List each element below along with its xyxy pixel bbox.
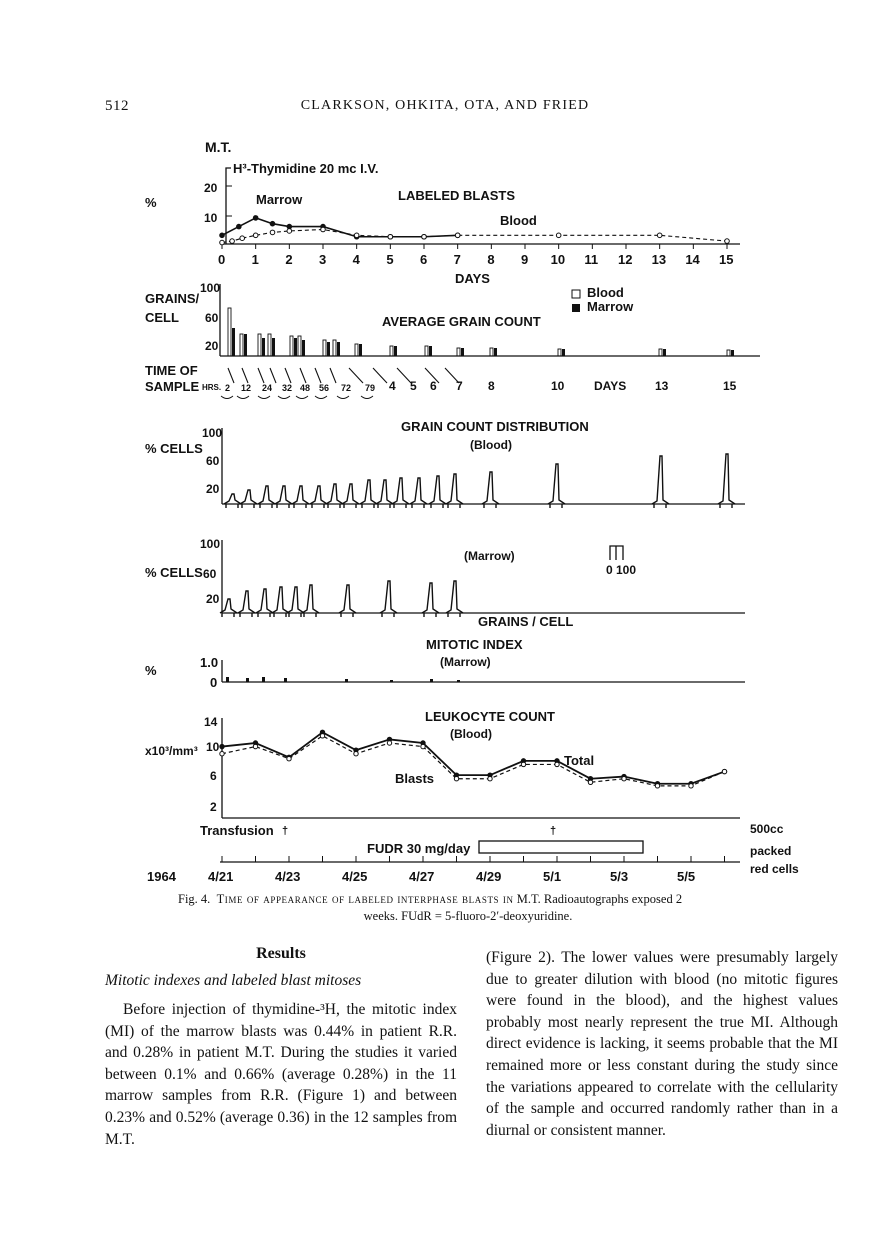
lc-ytick-10: 10 [206, 740, 220, 754]
day-label-4: 4 [389, 379, 396, 393]
mitotic-index-title: MITOTIC INDEX [426, 637, 523, 652]
lb-xtick-2: 2 [285, 252, 293, 267]
distribution-peak [240, 490, 257, 508]
date-label-5-3: 5/3 [610, 869, 629, 884]
lb-xtick-6: 6 [420, 252, 428, 267]
distribution-peak [380, 581, 397, 617]
gdb-ytick-60: 60 [206, 454, 220, 468]
grain-bar-blood [659, 349, 662, 356]
lb-series-blood [222, 230, 727, 243]
lb-xtick-11: 11 [584, 252, 599, 267]
note-packed: packed [750, 844, 792, 858]
grain-bar-marrow [359, 344, 362, 356]
grain-dist-marrow-subtitle: (Marrow) [464, 549, 515, 563]
grain-bar-blood [323, 340, 326, 356]
leukocyte-point-blasts [387, 741, 391, 745]
date-label-5-1: 5/1 [543, 869, 562, 884]
grain-bar-marrow [494, 348, 497, 356]
grain-bar-marrow [262, 338, 265, 356]
lb-point-marrow [220, 233, 225, 238]
date-label-4-29: 4/29 [476, 869, 502, 884]
mitotic-index-marks [226, 677, 460, 682]
blood-series-label: Blood [500, 213, 537, 228]
leukocyte-subtitle: (Blood) [450, 727, 492, 741]
svg-text:†: † [550, 825, 557, 837]
lb-xtick-3: 3 [319, 252, 327, 267]
lb-point-blood [321, 227, 326, 232]
grain-bar-blood [727, 350, 730, 356]
mi-ytick-0: 0 [210, 675, 218, 690]
distribution-peak [339, 585, 356, 617]
lb-point-blood [230, 239, 235, 244]
gdm-ytick-20: 20 [206, 592, 220, 606]
note-500cc: 500cc [750, 822, 784, 836]
lb-point-blood [220, 240, 225, 245]
caption-line-2: weeks. FUdR = 5-fluoro-2′-deoxyuridine. [363, 909, 573, 923]
grains-label-2: CELL [145, 310, 179, 325]
hour-label-56: 56 [319, 383, 330, 393]
mitotic-index-bar [457, 680, 460, 682]
sample-mark [300, 368, 306, 383]
mitotic-index-bar [226, 677, 229, 682]
sample-mark [228, 368, 234, 383]
mitotic-index-bar [262, 677, 265, 682]
lb-xtick-10: 10 [550, 252, 566, 267]
leukocyte-point-blasts [488, 777, 492, 781]
lb-xtick-12: 12 [618, 252, 633, 267]
gc-ytick-20: 20 [205, 339, 219, 353]
distribution-peak [224, 494, 241, 508]
legend-blood-swatch [572, 290, 580, 298]
svg-text:†: † [282, 825, 289, 837]
distribution-peak [258, 486, 275, 508]
lb-xtick-8: 8 [487, 252, 495, 267]
gc-ytick-100: 100 [200, 281, 221, 295]
leukocyte-point-blasts [622, 777, 626, 781]
distribution-peak [302, 585, 319, 617]
marrow-series-label: Marrow [256, 192, 303, 207]
leukocyte-point-blasts [521, 762, 525, 766]
grain-dist-title: GRAIN COUNT DISTRIBUTION [401, 419, 589, 434]
distribution-peak [422, 583, 439, 617]
lb-point-blood [253, 233, 258, 238]
caption-rest: M.T. Radioautographs exposed 2 [513, 892, 683, 906]
lb-point-marrow [253, 216, 258, 221]
gdb-ytick-100: 100 [202, 426, 223, 440]
leukocyte-point-blasts [454, 777, 458, 781]
sample-mark [242, 368, 248, 383]
gc-ytick-60: 60 [205, 311, 219, 325]
legend-marrow-swatch [572, 304, 580, 312]
grains-label-1: GRAINS/ [145, 291, 200, 306]
distribution-peak [429, 476, 446, 508]
legend-marrow: Marrow [587, 299, 634, 314]
mitotic-index-bar [246, 678, 249, 682]
lb-point-blood [270, 230, 275, 235]
sample-mark [349, 368, 363, 383]
hour-label-24: 24 [262, 383, 273, 393]
year-label: 1964 [147, 869, 176, 884]
lb-x-ticks [218, 244, 733, 267]
marrow-pct-cells: % CELLS [145, 565, 203, 580]
lb-point-blood [240, 236, 245, 241]
distribution-peak [446, 581, 463, 617]
distribution-peak [652, 456, 669, 508]
left-paragraph: Before injection of thymidine-³H, the mitotic index (MI) of the marrow blasts was 0.44% in patient R.R. and 0.28% in patient M.T. During the studies it varied between 0.1% and 0.66% (average 0.28%) in the 11 marrow samples from R.R. (Figure 1) and between 0.23% and 0.52% (average 0.36) in the 12 samples from M.T. [105, 1001, 457, 1148]
grain-bar-blood [490, 348, 493, 356]
date-label-4-21: 4/21 [208, 869, 234, 884]
grain-bar-marrow [731, 350, 734, 356]
sample-mark [373, 368, 387, 383]
grain-bar-marrow [562, 349, 565, 356]
figure-caption [178, 891, 798, 925]
mitotic-index-bar [430, 679, 433, 682]
page-number: 512 [105, 98, 129, 114]
day-label-7: 7 [456, 379, 463, 393]
distribution-peak [292, 486, 309, 508]
day-label-5: 5 [410, 379, 417, 393]
lb-point-marrow [237, 224, 242, 229]
mi-ytick-1: 1.0 [200, 655, 219, 670]
days-label: DAYS [455, 271, 490, 286]
right-paragraph: (Figure 2). The lower values were presumably largely due to greater dilution with blood (no mitotic figures were found in the blood), and the highest values probably most nearly represent the true MI. Although direct evidence is lacking, it seems probable that the MI remained more or less constant during the study since the variations appeared to correlate with the cellularity of the sample and occurred randomly rather than in a diurnal or consistent manner. [486, 949, 838, 1139]
leukocyte-unit: x10³/mm³ [145, 744, 198, 758]
grain-bar-marrow [337, 342, 340, 356]
grain-bar-blood [425, 346, 428, 356]
mitotic-index-bar [345, 679, 348, 682]
caption-lead: Fig. 4. [178, 892, 211, 906]
lb-xtick-7: 7 [453, 252, 461, 267]
time-of-sample-marks [221, 368, 737, 399]
grain-bar-marrow [327, 342, 330, 356]
leukocyte-series-blasts [222, 736, 725, 786]
grain-bar-blood [258, 334, 261, 356]
fudr-bar [479, 841, 643, 853]
hour-label-2: 2 [225, 383, 231, 393]
lb-point-marrow [270, 221, 275, 226]
sample-mark [330, 368, 336, 383]
lb-point-blood [657, 233, 662, 238]
date-label-4-23: 4/23 [275, 869, 301, 884]
fudr-label: FUDR 30 mg/day [367, 841, 471, 856]
hour-label-48: 48 [300, 383, 311, 393]
mi-unit: % [145, 663, 157, 678]
lc-ytick-14: 14 [204, 715, 218, 729]
grain-bar-marrow [294, 338, 297, 356]
leukocyte-point-blasts [655, 784, 659, 788]
grain-bar-blood [558, 349, 561, 356]
distribution-peak [718, 454, 735, 508]
scale-key-icon [610, 546, 623, 560]
lb-point-blood [455, 233, 460, 238]
running-title: CLARKSON, OHKITA, OTA, AND FRIED [300, 98, 590, 113]
date-label-4-25: 4/25 [342, 869, 368, 884]
lb-xtick-5: 5 [386, 252, 394, 267]
lb-xtick-15: 15 [719, 252, 734, 267]
distribution-peak [275, 486, 292, 508]
lb-ytick-10: 10 [204, 211, 218, 225]
distribution-peak [482, 472, 499, 508]
grain-bar-blood [298, 336, 301, 356]
lb-ytick-20: 20 [204, 181, 218, 195]
day-label-8: 8 [488, 379, 495, 393]
lb-point-blood [422, 234, 427, 239]
legend-blood: Blood [587, 285, 624, 300]
hour-label-72: 72 [341, 383, 352, 393]
grain-bar-blood [390, 346, 393, 356]
leukocyte-point-total [220, 744, 224, 748]
transfusion-label: Transfusion [200, 823, 274, 838]
date-label-5-5: 5/5 [677, 869, 696, 884]
blood-pct-cells: % CELLS [145, 441, 203, 456]
grain-bar-marrow [429, 346, 432, 356]
lb-point-blood [388, 234, 393, 239]
date-label-4-27: 4/27 [409, 869, 435, 884]
mitotic-index-subtitle: (Marrow) [440, 655, 491, 669]
gdm-ytick-60: 60 [203, 567, 217, 581]
right-column [486, 947, 838, 1141]
hour-label-12: 12 [241, 383, 252, 393]
patient-label: M.T. [205, 139, 232, 155]
lb-point-blood [556, 233, 561, 238]
leukocyte-point-blasts [287, 757, 291, 761]
lb-xtick-4: 4 [352, 252, 360, 267]
grain-bar-marrow [302, 340, 305, 356]
sample-mark [315, 368, 321, 383]
caption-smallcaps: Time of appearance of labeled interphase blasts in [216, 892, 514, 906]
leukocyte-point-blasts [588, 780, 592, 784]
grain-bar-marrow [663, 349, 666, 356]
grain-bar-blood [457, 348, 460, 356]
grain-bar-blood [290, 336, 293, 356]
sample-mark [397, 368, 411, 383]
labeled-blasts-unit: % [145, 195, 157, 210]
grain-bar-marrow [244, 334, 247, 356]
sample-mark [270, 368, 276, 383]
grain-dist-blood-subtitle: (Blood) [470, 438, 512, 452]
hrs-label: HRS. [202, 383, 222, 392]
leukocyte-point-blasts [320, 734, 324, 738]
hour-label-32: 32 [282, 383, 293, 393]
distribution-peak [446, 474, 463, 508]
date-axis [208, 856, 725, 884]
lb-point-blood [725, 239, 730, 244]
leukocyte-point-blasts [220, 752, 224, 756]
blasts-series-label: Blasts [395, 771, 435, 786]
grain-count-title: AVERAGE GRAIN COUNT [382, 314, 541, 329]
mitotic-index-bar [390, 680, 393, 682]
distribution-peak [548, 464, 565, 508]
lc-ytick-6: 6 [210, 769, 217, 783]
note-red-cells: red cells [750, 862, 799, 876]
grain-bar-blood [228, 308, 231, 356]
gdm-ytick-100: 100 [200, 537, 221, 551]
lb-xtick-14: 14 [685, 252, 700, 267]
results-heading: Results [256, 945, 306, 962]
leukocyte-point-blasts [253, 744, 257, 748]
leukocyte-point-blasts [555, 762, 559, 766]
grain-bar-blood [240, 334, 243, 356]
sample-mark [258, 368, 264, 383]
leukocyte-point-blasts [689, 784, 693, 788]
leukocyte-point-blasts [354, 752, 358, 756]
grain-bar-blood [333, 340, 336, 356]
lb-point-blood [287, 229, 292, 234]
leukocyte-point-blasts [722, 769, 726, 773]
time-of-label: TIME OF [145, 363, 198, 378]
sample-label: SAMPLE [145, 379, 200, 394]
injection-label: H³-Thymidine 20 mc I.V. [233, 161, 379, 176]
day-label-13: 13 [655, 379, 669, 393]
total-series-label: Total [564, 753, 595, 768]
grain-bar-marrow [394, 346, 397, 356]
grain-bar-blood [355, 344, 358, 356]
day-label-15: 15 [723, 379, 737, 393]
lb-xtick-1: 1 [251, 252, 259, 267]
lb-xtick-0: 0 [218, 252, 226, 267]
distribution-peak [310, 486, 327, 508]
leukocyte-title: LEUKOCYTE COUNT [425, 709, 555, 724]
grain-bar-blood [268, 334, 271, 356]
day-label-days: DAYS [594, 379, 627, 393]
lb-xtick-9: 9 [521, 252, 529, 267]
leukocyte-point-blasts [421, 744, 425, 748]
grain-bar-marrow [232, 328, 235, 356]
hour-label-79: 79 [365, 383, 376, 393]
day-label-10: 10 [551, 379, 565, 393]
grains-per-cell-label: GRAINS / CELL [478, 614, 574, 629]
lb-xtick-13: 13 [651, 252, 667, 267]
scale-key-label: 0 100 [606, 563, 637, 577]
mitotic-index-bar [284, 678, 287, 682]
grain-bar-marrow [461, 348, 464, 356]
lc-ytick-2: 2 [210, 800, 217, 814]
grain-bar-marrow [272, 338, 275, 356]
day-label-6: 6 [430, 379, 437, 393]
labeled-blasts-title: LABELED BLASTS [398, 188, 515, 203]
left-column [105, 999, 457, 1150]
results-subheading: Mitotic indexes and labeled blast mitoses [105, 972, 362, 989]
gdb-ytick-20: 20 [206, 482, 220, 496]
lb-point-blood [354, 233, 359, 238]
sample-mark [285, 368, 291, 383]
